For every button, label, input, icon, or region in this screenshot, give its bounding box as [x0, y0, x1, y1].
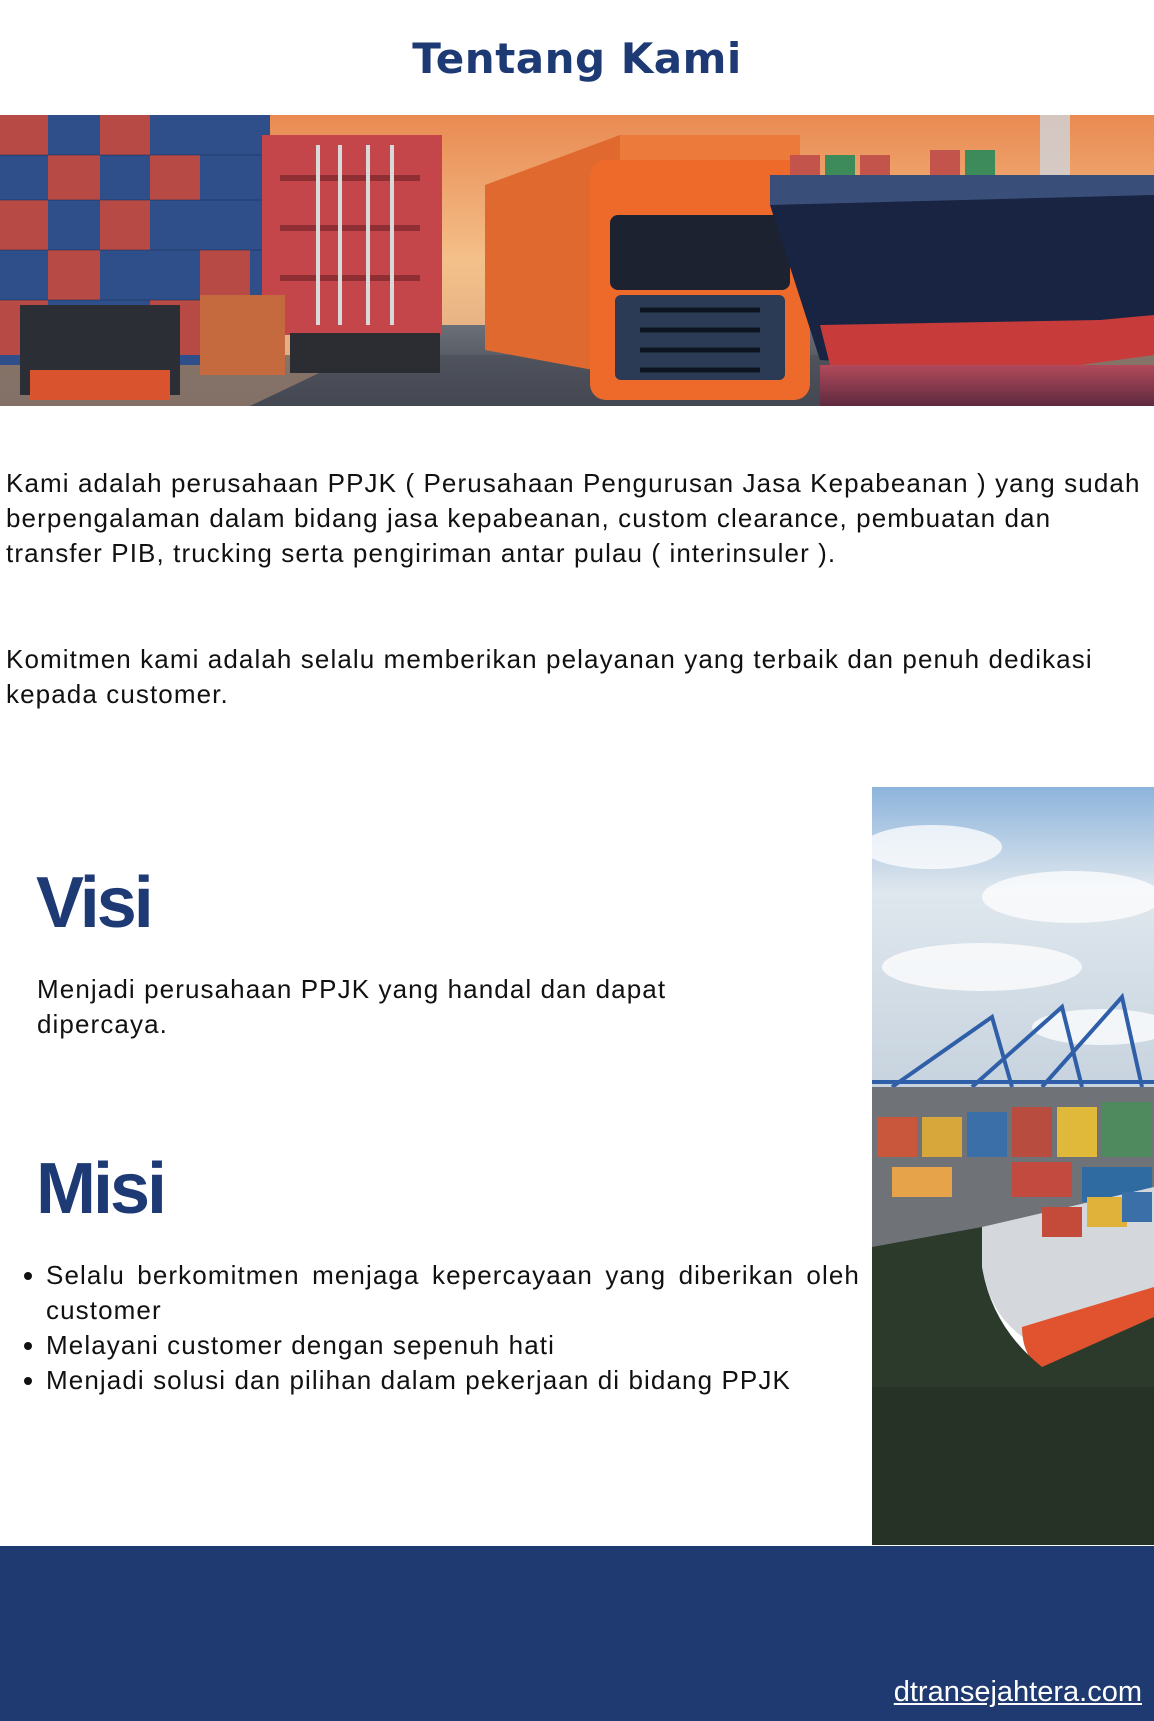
footer: [0, 1546, 1154, 1721]
website-link[interactable]: dtransejahtera.com: [893, 1676, 1142, 1708]
hero-banner-image: [0, 115, 1154, 406]
about-paragraph-1: Kami adalah perusahaan PPJK ( Perusahaan Pengurusan Jasa Kepabeanan ) yang sudah berpengalaman dalam bidang jasa kepabeanan, custom clearance, pembuatan dan transfer PIB, trucking serta pengiriman antar pulau ( interinsuler ).: [6, 468, 1141, 568]
misi-list: [46, 1258, 860, 1398]
page-title: Tentang Kami: [412, 34, 742, 83]
misi-heading: Misi: [36, 1149, 165, 1229]
about-paragraph-2: Komitmen kami adalah selalu memberikan pelayanan yang terbaik dan penuh dedikasi kepada customer.: [6, 644, 1093, 709]
port-aerial-image: [872, 787, 1154, 1545]
visi-text: Menjadi perusahaan PPJK yang handal dan dapat dipercaya.: [37, 974, 667, 1039]
visi-heading: Visi: [36, 863, 151, 943]
misi-item: Menjadi solusi dan pilihan dalam pekerjaan di bidang PPJK: [46, 1363, 860, 1398]
misi-item: Melayani customer dengan sepenuh hati: [46, 1328, 860, 1363]
misi-item: Selalu berkomitmen menjaga kepercayaan yang diberikan oleh customer: [46, 1258, 860, 1328]
